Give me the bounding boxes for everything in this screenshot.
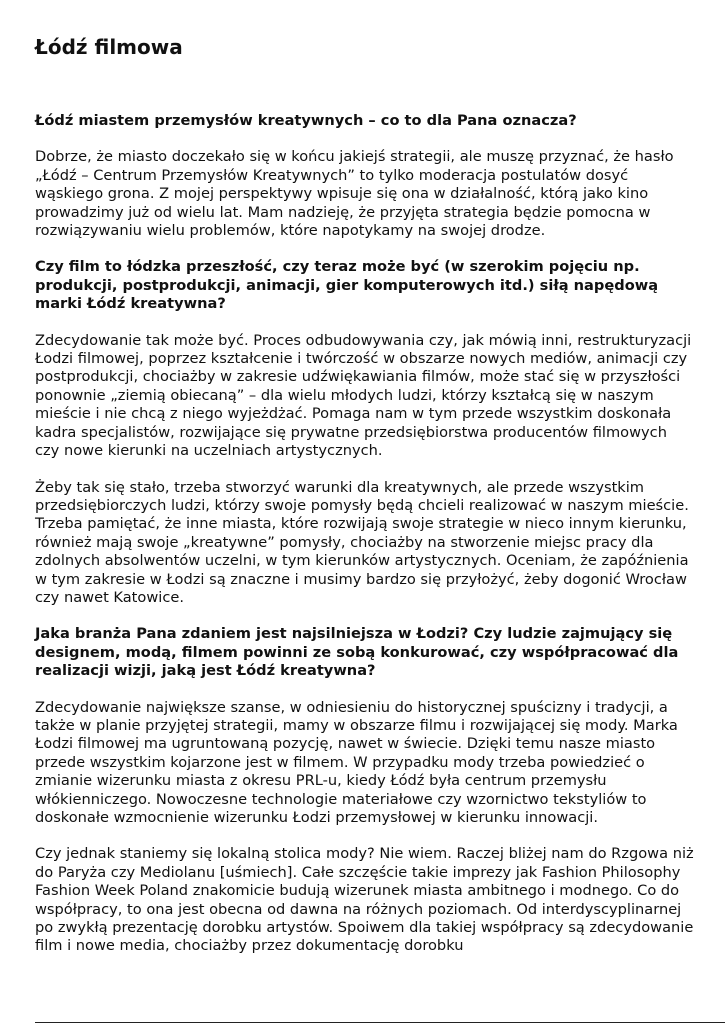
article-body (35, 112, 695, 974)
interview-question: Czy film to łódzka przeszłość, czy teraz może być (w szerokim pojęciu np. produkcji, postprodukcji, animacji, gier komputerowych itd.) siłą napędową marki Łódź kreatywna? (35, 258, 659, 313)
interview-answer-paragraph: Dobrze, że miasto doczekało się w końcu jakiejś strategii, ale muszę przyznać, że hasło „Łódź – Centrum Przemysłów Kreatywnych” to tylko moderacja postulatów dosyć wąskiego grona. Z mojej perspektywy wpisuje się ona w działalność, którą jako kino prowadzimy już od wielu lat. Mam nadzieję, że przyjęta strategia będzie pomocna w rozwiązywaniu wielu problemów, które napotykamy na swojej drodze. (35, 148, 674, 240)
interview-answer-paragraph: Żeby tak się stało, trzeba stworzyć warunki dla kreatywnych, ale przede wszystkim przedsiębiorczych ludzi, którzy swoje pomysły będą chcieli realizować w naszym mieście. Trzeba pamiętać, że inne miasta, które rozwijają swoje strategie w nieco innym kierunku, również mają swoje „kreatywne” pomysły, chociażby na stworzenie miejsc pracy dla zdolnych absolwentów uczelni, w tym kierunków artystycznych. Oceniam, że zapóźnienia w tym zakresie w Łodzi są znaczne i musimy bardzo się przyłożyć, żeby dogonić Wrocław czy nawet Katowice. (35, 478, 689, 606)
interview-question: Łódź miastem przemysłów kreatywnych – co to dla Pana oznacza? (35, 112, 577, 129)
interview-answer-paragraph: Zdecydowanie największe szanse, w odniesieniu do historycznej spuścizny i tradycji, a także w planie przyjętej strategii, mamy w obszarze filmu i rozwijającej się mody. Marka Łodzi filmowej ma ugruntowaną pozycję, nawet w świecie. Dzięki temu nasze miasto przede wszystkim kojarzone jest w filmem. W przypadku mody trzeba powiedzieć o zmianie wizerunku miasta z okresu PRL-u, kiedy Łódź była centrum przemysłu włókienniczego. Nowoczesne technologie materiałowe czy wzornictwo tekstyliów to doskonałe wzmocnienie wizerunku Łodzi przemysłowej w kierunku innowacji. (35, 698, 678, 826)
interview-answer-paragraph: Czy jednak staniemy się lokalną stolica mody? Nie wiem. Raczej bliżej nam do Rzgowa niż do Paryża czy Mediolanu [uśmiech]. Całe szczęście takie imprezy jak Fashion Philosophy Fashion Week Poland znakomicie budują wizerunek miasta ambitnego i modnego. Co do współpracy, to ona jest obecna od dawna na różnych poziomach. Od interdyscyplinarnej po zwykłą prezentację dorobku artystów. Spoiwem dla takiej współpracy są zdecydowanie film i nowe media, chociażby przez dokumentację dorobku (35, 845, 694, 955)
footer-divider (35, 1022, 725, 1023)
interview-answer-paragraph: Zdecydowanie tak może być. Proces odbudowywania czy, jak mówią inni, restrukturyzacji Łodzi filmowej, poprzez kształcenie i twórczość w obszarze nowych mediów, animacji czy postprodukcji, chociażby w zakresie udźwiękawiania filmów, może stać się w przyszłości ponownie „ziemią obiecaną” – dla wielu młodych ludzi, którzy kształcą się w naszym mieście i nie chcą z niego wyjeżdżać. Pomaga nam w tym przede wszystkim doskonała kadra specjalistów, rozwijające się prywatne przedsiębiorstwa producentów filmowych czy nowe kierunki na uczelniach artystycznych. (35, 331, 692, 460)
interview-question: Jaka branża Pana zdaniem jest najsilniejsza w Łodzi? Czy ludzie zajmujący się designem, modą, filmem powinni ze sobą konkurować, czy współpracować dla realizacji wizji, jaką jest Łódź kreatywna? (35, 625, 679, 680)
page-title: Łódź filmowa (35, 35, 183, 59)
